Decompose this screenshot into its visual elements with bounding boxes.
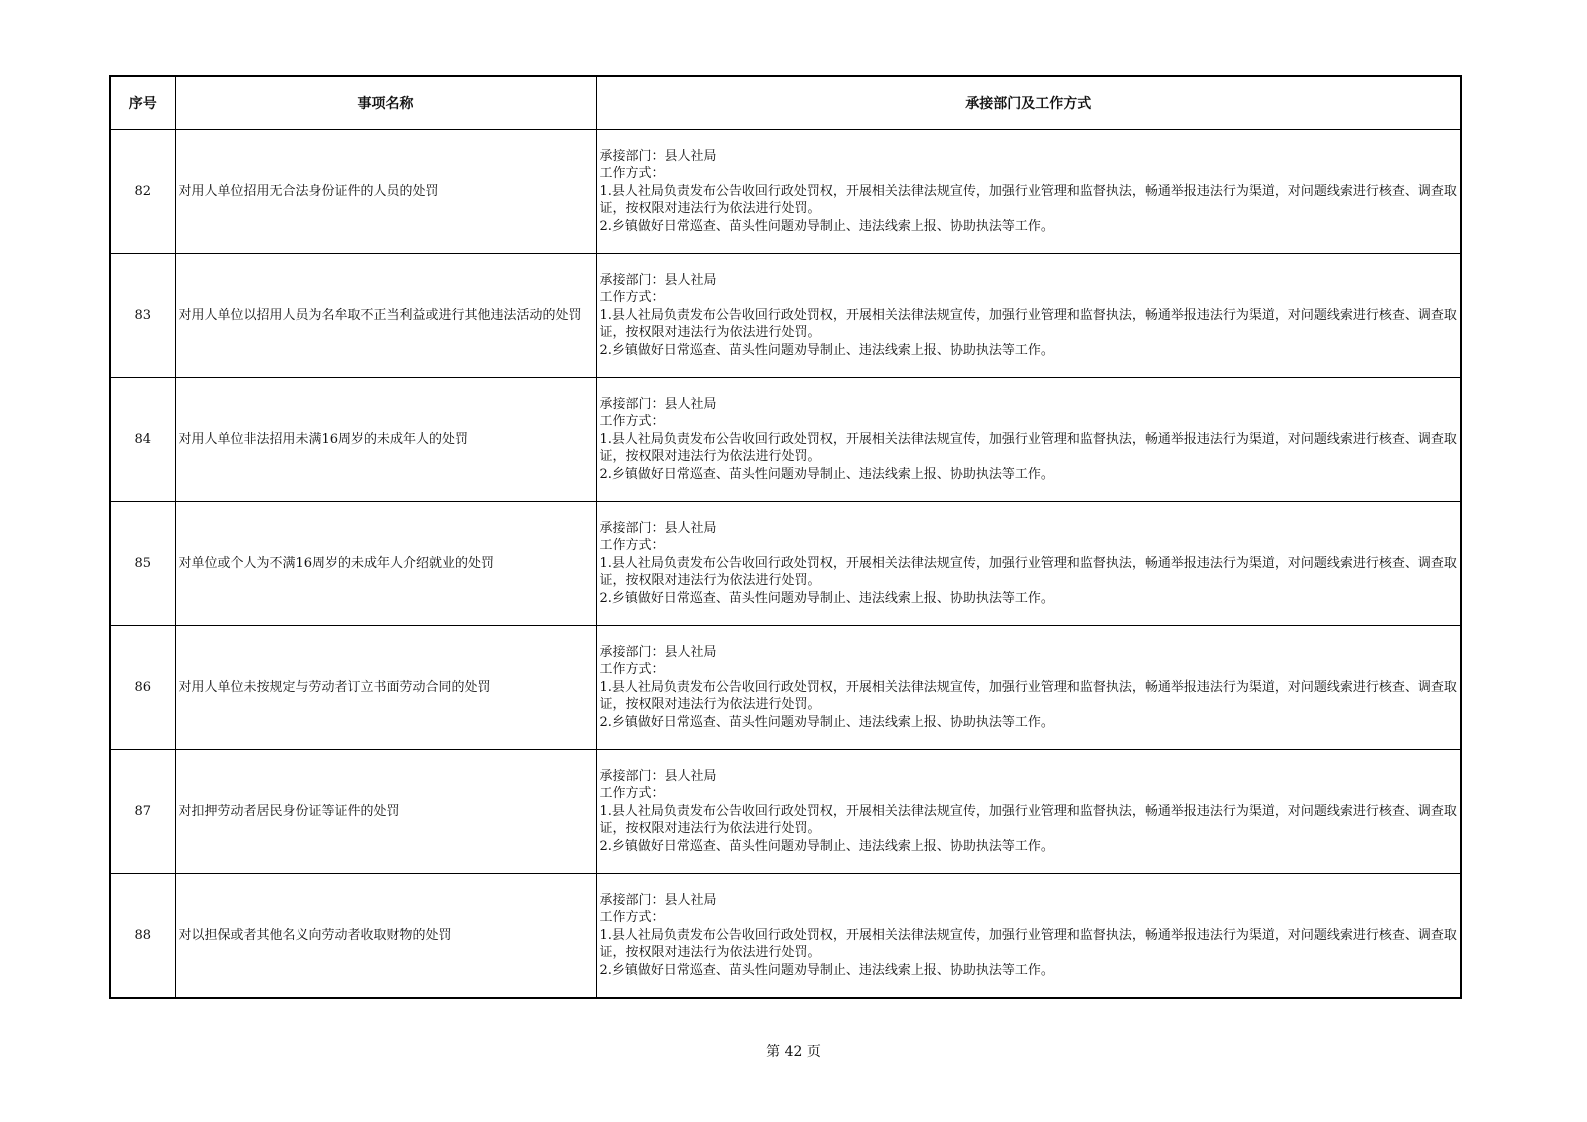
dept-line: 承接部门：县人社局 [599, 520, 717, 536]
table-row [110, 750, 1461, 874]
method-item-2: 2.乡镇做好日常巡查、苗头性问题劝导制止、违法线索上报、协助执法等工作。 [599, 466, 1054, 482]
method-label: 工作方式： [599, 290, 665, 306]
method-label: 工作方式： [599, 662, 665, 678]
method-item-2: 2.乡镇做好日常巡查、苗头性问题劝导制止、违法线索上报、协助执法等工作。 [599, 590, 1054, 606]
method-label: 工作方式： [599, 538, 665, 554]
dept-line: 承接部门：县人社局 [599, 768, 717, 784]
row-dept-method [596, 378, 1461, 502]
row-dept-method [596, 130, 1461, 254]
method-label: 工作方式： [599, 166, 665, 182]
row-seq: 86 [110, 626, 175, 750]
table-row [110, 626, 1461, 750]
row-seq: 82 [110, 130, 175, 254]
method-item-2: 2.乡镇做好日常巡查、苗头性问题劝导制止、违法线索上报、协助执法等工作。 [599, 342, 1054, 358]
header-item-name: 事项名称 [175, 76, 596, 130]
row-dept-method [596, 874, 1461, 999]
method-label: 工作方式： [599, 910, 665, 926]
method-item-1: 1.县人社局负责发布公告收回行政处罚权，开展相关法律法规宣传，加强行业管理和监督执法，畅通举报违法行为渠道，对问题线索进行核查、调查取证，按权限对违法行为依法进行处罚。 [599, 183, 1457, 217]
row-item-name: 对用人单位非法招用未满16周岁的未成年人的处罚 [175, 378, 596, 502]
row-dept-method [596, 254, 1461, 378]
method-item-1: 1.县人社局负责发布公告收回行政处罚权，开展相关法律法规宣传，加强行业管理和监督执法，畅通举报违法行为渠道，对问题线索进行核查、调查取证，按权限对违法行为依法进行处罚。 [599, 803, 1457, 837]
items-table [109, 75, 1462, 999]
method-item-1: 1.县人社局负责发布公告收回行政处罚权，开展相关法律法规宣传，加强行业管理和监督执法，畅通举报违法行为渠道，对问题线索进行核查、调查取证，按权限对违法行为依法进行处罚。 [599, 555, 1457, 589]
header-dept-method: 承接部门及工作方式 [596, 76, 1461, 130]
page-number: 第 42 页 [766, 1044, 821, 1060]
table-row [110, 502, 1461, 626]
row-dept-method [596, 626, 1461, 750]
method-item-2: 2.乡镇做好日常巡查、苗头性问题劝导制止、违法线索上报、协助执法等工作。 [599, 218, 1054, 234]
row-seq: 83 [110, 254, 175, 378]
dept-line: 承接部门：县人社局 [599, 644, 717, 660]
method-label: 工作方式： [599, 414, 665, 430]
method-item-1: 1.县人社局负责发布公告收回行政处罚权，开展相关法律法规宣传，加强行业管理和监督执法，畅通举报违法行为渠道，对问题线索进行核查、调查取证，按权限对违法行为依法进行处罚。 [599, 431, 1457, 465]
method-item-1: 1.县人社局负责发布公告收回行政处罚权，开展相关法律法规宣传，加强行业管理和监督执法，畅通举报违法行为渠道，对问题线索进行核查、调查取证，按权限对违法行为依法进行处罚。 [599, 307, 1457, 341]
method-item-2: 2.乡镇做好日常巡查、苗头性问题劝导制止、违法线索上报、协助执法等工作。 [599, 962, 1054, 978]
row-item-name: 对用人单位招用无合法身份证件的人员的处罚 [175, 130, 596, 254]
table-row [110, 378, 1461, 502]
dept-line: 承接部门：县人社局 [599, 148, 717, 164]
method-label: 工作方式： [599, 786, 665, 802]
row-dept-method [596, 750, 1461, 874]
header-seq: 序号 [110, 76, 175, 130]
row-item-name: 对用人单位以招用人员为名牟取不正当利益或进行其他违法活动的处罚 [175, 254, 596, 378]
row-item-name: 对单位或个人为不满16周岁的未成年人介绍就业的处罚 [175, 502, 596, 626]
method-item-2: 2.乡镇做好日常巡查、苗头性问题劝导制止、违法线索上报、协助执法等工作。 [599, 838, 1054, 854]
dept-line: 承接部门：县人社局 [599, 272, 717, 288]
table-header-row [110, 76, 1461, 130]
row-item-name: 对以担保或者其他名义向劳动者收取财物的处罚 [175, 874, 596, 999]
row-seq: 87 [110, 750, 175, 874]
table-row [110, 254, 1461, 378]
row-item-name: 对扣押劳动者居民身份证等证件的处罚 [175, 750, 596, 874]
row-seq: 85 [110, 502, 175, 626]
row-seq: 88 [110, 874, 175, 999]
dept-line: 承接部门：县人社局 [599, 892, 717, 908]
method-item-2: 2.乡镇做好日常巡查、苗头性问题劝导制止、违法线索上报、协助执法等工作。 [599, 714, 1054, 730]
method-item-1: 1.县人社局负责发布公告收回行政处罚权，开展相关法律法规宣传，加强行业管理和监督执法，畅通举报违法行为渠道，对问题线索进行核查、调查取证，按权限对违法行为依法进行处罚。 [599, 679, 1457, 713]
row-dept-method [596, 502, 1461, 626]
method-item-1: 1.县人社局负责发布公告收回行政处罚权，开展相关法律法规宣传，加强行业管理和监督执法，畅通举报违法行为渠道，对问题线索进行核查、调查取证，按权限对违法行为依法进行处罚。 [599, 927, 1457, 961]
row-seq: 84 [110, 378, 175, 502]
table-row [110, 130, 1461, 254]
row-item-name: 对用人单位未按规定与劳动者订立书面劳动合同的处罚 [175, 626, 596, 750]
dept-line: 承接部门：县人社局 [599, 396, 717, 412]
table-row [110, 874, 1461, 999]
